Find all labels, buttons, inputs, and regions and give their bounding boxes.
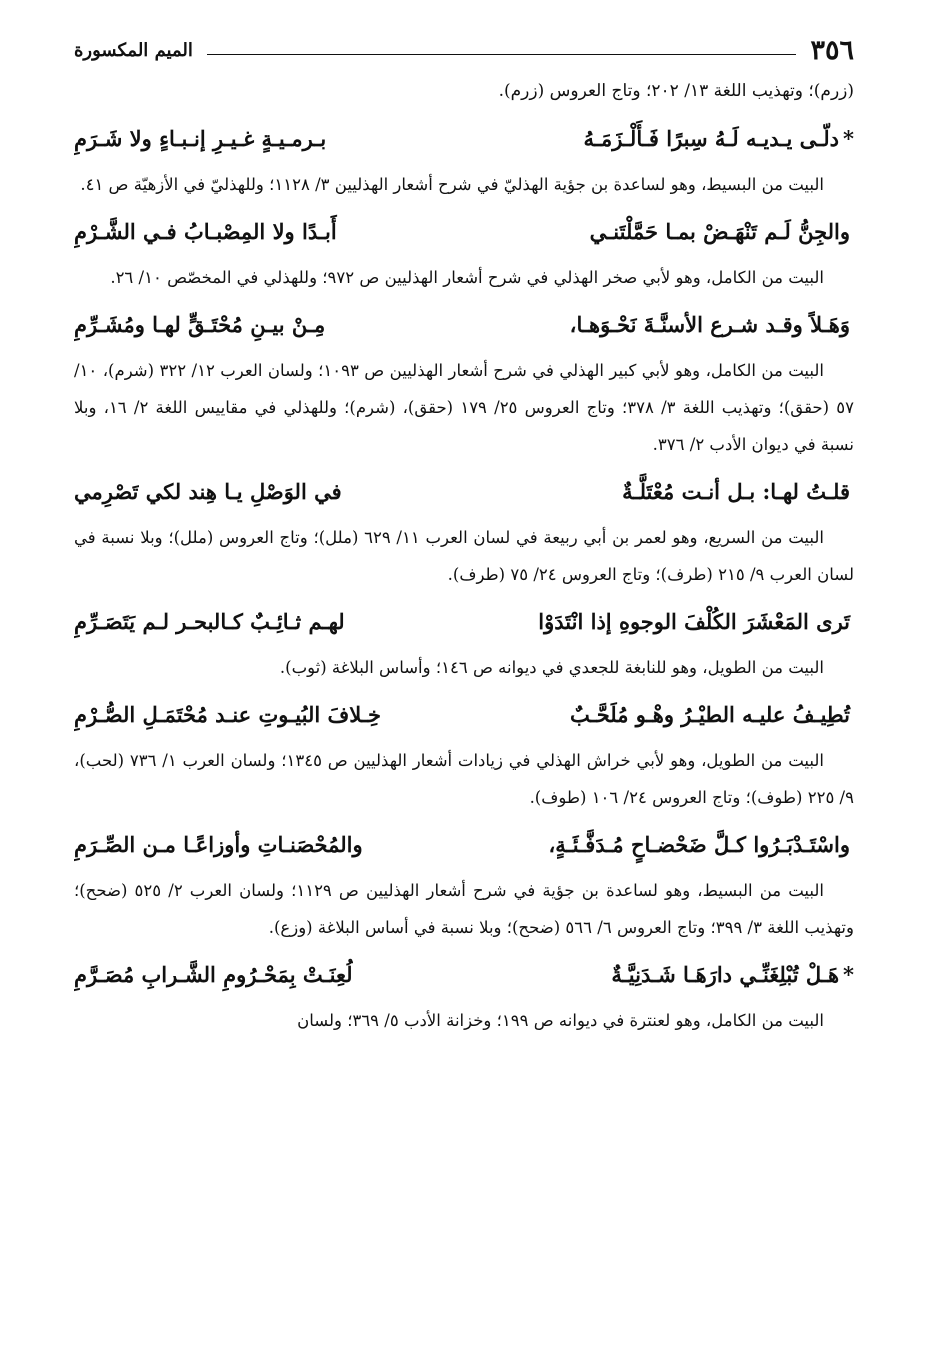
verse-hemistich-1: واسْتَـدْبَـرُوا كـلَّ ضَحْضـاحٍ مُـدَفَّـئَـةٍ،: [548, 832, 850, 857]
verse-hemistich-1: وَهَـلاً وقـد شـرع الأسنَّـةَ نَحْـوَهـا،: [569, 312, 850, 337]
verse-hemistich-1: *هَـلْ تُبْلِغَنِّـي دارَهَـا شَـدَنِيَّـةٌ: [611, 962, 854, 987]
verse-line: [74, 296, 854, 352]
verse-hemistich-2: في الوَصْلِ يـا هِند لكي تَصْرِمي: [74, 479, 342, 504]
star-marker: *: [843, 962, 854, 987]
lead-text: (زرم)؛ وتهذيب اللغة ١٣/ ٢٠٢؛ وتاج العروس (زرم).: [498, 81, 854, 101]
entry-4: [74, 463, 854, 593]
verse-note: البيت من الكامل، وهو لعنترة في ديوانه ص ١٩٩؛ وخزانة الأدب ٥/ ٣٦٩؛ ولسان: [297, 1011, 824, 1030]
verse-hemistich-1: تُطِيـفُ عليـه الطيْـرُ وهْـو مُلَحَّـبٌ: [569, 702, 850, 727]
verse-line: [74, 946, 854, 1002]
verse-line: [74, 686, 854, 742]
verse-hemistich-1: قلـتُ لهـا: بـل أنـت مُعْتَلَّـةٌ: [622, 479, 850, 504]
verse-hemistich-2: بـرمـيـةٍ غـيـرِ إنـبـاءٍ ولا شَـرَمِ: [74, 126, 327, 151]
verse-hemistich-2: لُعِنَـتْ بِمَحْـرُومِ الشَّـرابِ مُصَـرَّمِ: [74, 962, 353, 987]
verse-line: [74, 593, 854, 649]
verse-note: البيت من الطويل، وهو للنابغة للجعدي في ديوانه ص ١٤٦؛ وأساس البلاغة (ثوب).: [279, 658, 824, 677]
entry-1: [74, 110, 854, 203]
verse-note: البيت من الطويل، وهو لأبي خراش الهذلي في زيادات أشعار الهذليين ص ١٣٤٥؛ ولسان العرب ١/ ٧٣٦ (لحب)، ٩/ ٢٢٥ (طوف)؛ وتاج العروس ٢٤/ ١٠٦ (طوف).: [74, 751, 854, 807]
verse-line: [74, 463, 854, 519]
verse-hemistich-2: أَبـدًا ولا المِصْبـابُ فـي الشَّـرْمِ: [74, 219, 337, 244]
page-header: [74, 28, 854, 72]
entry-6: [74, 686, 854, 816]
verse-hemistich-1: تَرى المَعْشَرَ الكُلْفَ الوجوهِ إذا انْتَدَوْا: [538, 609, 850, 634]
verse-note: البيت من البسيط، وهو لساعدة بن جؤية الهذليّ في شرح أشعار الهذليين ٣/ ١١٢٨؛ وللهذليّ في الأزهيّة ص ٤١.: [80, 175, 824, 194]
verse-hemistich-2: مِـنْ بيـنِ مُحْتَـقٍّ لهـا ومُشَـرِّمِ: [74, 312, 326, 337]
star-marker: *: [843, 126, 854, 151]
verse-note: البيت من السريع، وهو لعمر بن أبي ربيعة في لسان العرب ١١/ ٦٢٩ (ملل)؛ وتاج العروس (ملل)؛ وبلا نسبة في لسان العرب ٩/ ٢١٥ (طرف)؛ وتاج العروس ٢٤/ ٧٥ (طرف).: [74, 528, 854, 584]
verse-hemistich-2: خِـلافَ البُيـوتِ عنـد مُحْتَمَـلِ الصُّـرْمِ: [74, 702, 381, 727]
header-rule: [207, 54, 797, 55]
entry-7: [74, 816, 854, 946]
entry-8: [74, 946, 854, 1039]
book-page: [74, 28, 854, 1039]
verse-hemistich-1: *دلّـى يـديـه لَـهُ سِبرًا فَـأَلْـزَمَـهُ: [583, 126, 854, 151]
verse-hemistich-2: لهـم ثـائِـبٌ كـالبحـر لـم يَتَصَـرِّمِ: [74, 609, 345, 634]
verse-line: [74, 816, 854, 872]
verse-note: البيت من البسيط، وهو لساعدة بن جؤية في شرح أشعار الهذليين ص ١١٢٩؛ ولسان العرب ٢/ ٥٢٥ (ضحح)؛ وتهذيب اللغة ٣/ ٣٩٩؛ وتاج العروس ٦/ ٥٦٦ (ضحح)؛ وبلا نسبة في أساس البلاغة (وزع).: [74, 881, 854, 937]
verse-hemistich-1: والجِنُّ لَـم تَنْهَـضْ بمـا حَمَّلْتَنـي: [589, 219, 850, 244]
section-title: الميم المكسورة: [74, 39, 193, 61]
verse-note: البيت من الكامل، وهو لأبي كبير الهذلي في شرح أشعار الهذليين ص ١٠٩٣؛ ولسان العرب ١٢/ ٣٢٢ (شرم)، ١٠/ ٥٧ (حقق)؛ وتهذيب اللغة ٣/ ٣٧٨؛ وتاج العروس ٢٥/ ١٧٩ (حقق)، (شرم)؛ وللهذلي في مقاييس اللغة ٢/ ١٦، وبلا نسبة في ديوان الأدب ٢/ ٣٧٦.: [74, 361, 854, 454]
page-number: ٣٥٦: [810, 34, 854, 66]
verse-line: [74, 203, 854, 259]
entry-5: [74, 593, 854, 686]
verse-note: البيت من الكامل، وهو لأبي صخر الهذلي في شرح أشعار الهذليين ص ٩٧٢؛ وللهذلي في المخصّص ١٠/ ٢٦.: [110, 268, 824, 287]
entry-3: [74, 296, 854, 463]
verse-line: [74, 110, 854, 166]
verse-hemistich-2: والمُحْصَنـاتِ وأوزاعًـا مـن الصِّـرَمِ: [74, 832, 363, 857]
entry-2: [74, 203, 854, 296]
